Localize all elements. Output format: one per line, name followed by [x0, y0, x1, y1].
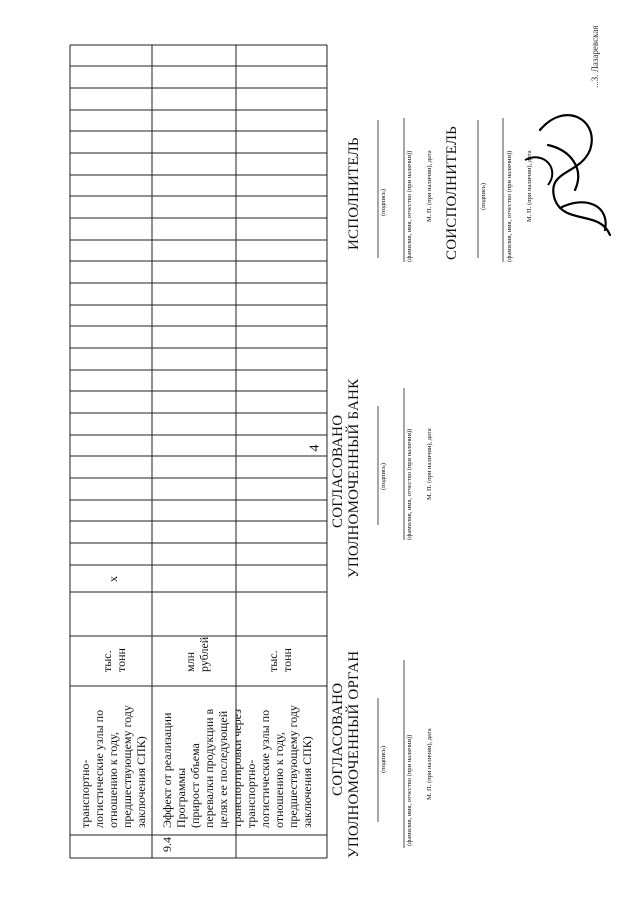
executor-name-caption: (фамилия, имя, отчество (при наличии)) — [406, 150, 413, 262]
bank-agreed: СОГЛАСОВАНО — [330, 414, 346, 528]
organ-agreed: СОГЛАСОВАНО — [330, 682, 346, 796]
row2-number: 9.4 — [160, 837, 174, 852]
bank-stamp-caption: М. П. (при наличии), дата — [426, 428, 433, 500]
organ-title: УПОЛНОМОЧЕННЫЙ ОРГАН — [346, 650, 362, 858]
co-executor-name-caption: (фамилия, имя, отчество (при наличии)) — [506, 150, 513, 262]
executor-stamp-caption: М. П. (при наличии), дата — [426, 150, 433, 222]
bank-title: УПОЛНОМОЧЕННЫЙ БАНК — [346, 378, 362, 578]
executor-title: ИСПОЛНИТЕЛЬ — [346, 137, 362, 250]
stamp-name: ...З. Лазаревская — [590, 25, 600, 88]
handwritten-signature — [540, 115, 610, 235]
co-executor-title: СОИСПОЛНИТЕЛЬ — [444, 126, 460, 260]
executor-sign-caption: (подпись) — [380, 189, 387, 216]
bank-name-caption: (фамилия, имя, отчество (при наличии)) — [406, 428, 413, 540]
row2-unit-b: тыс. тонн — [266, 648, 294, 672]
row1-name: транспортно- логистические узлы по отношению к году, предшествующему году заключения СПК) — [78, 705, 148, 828]
row1-unit: тыс. тонн — [100, 648, 128, 672]
organ-stamp-caption: М. П. (при наличии), дата — [426, 728, 433, 800]
organ-name-caption: (фамилия, имя, отчество (при наличии)) — [406, 734, 413, 846]
bank-sign-caption: (подпись) — [380, 463, 387, 490]
row1-mark: x — [106, 576, 120, 582]
row2-unit-a: млн рублей — [183, 636, 211, 672]
co-executor-sign-caption: (подпись) — [480, 183, 487, 210]
organ-sign-caption: (подпись) — [380, 746, 387, 773]
page-number: 4 — [307, 444, 323, 452]
co-executor-stamp-caption: М. П. (при наличии), дата — [526, 150, 533, 222]
row2-name: Эффект от реализации Программы (прирост объема перевалки продукции в целях ее последующей транспортировки через транспортно- логистические узлы по отношению к году, предшествующему году заключения СПК) — [160, 705, 314, 828]
